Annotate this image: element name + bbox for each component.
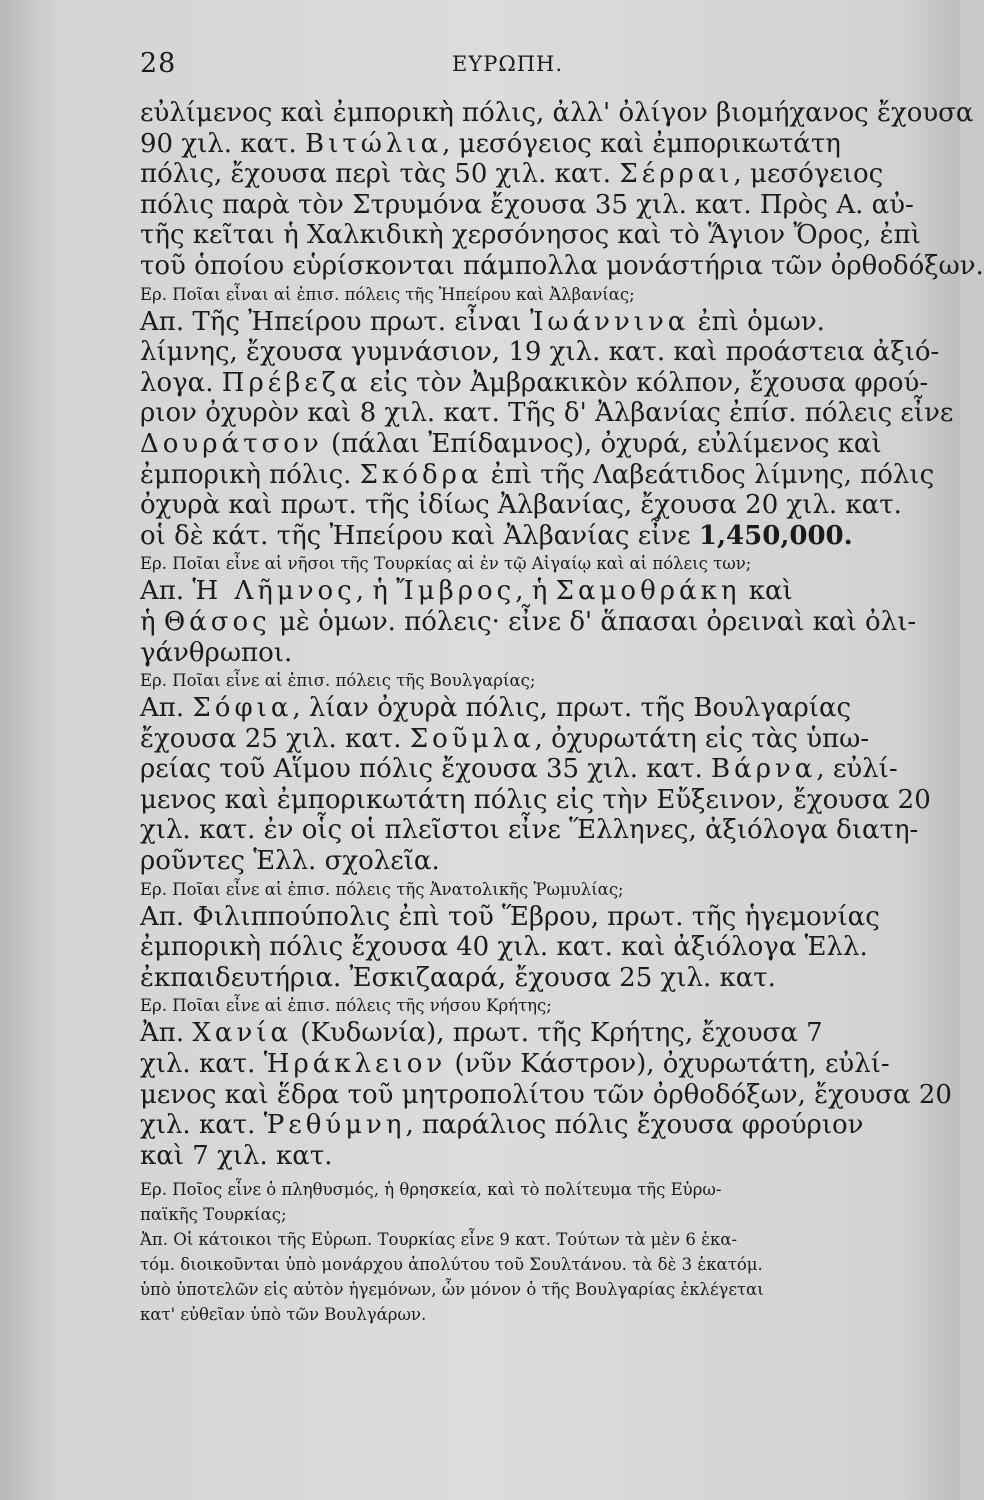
question-line: Ερ. Ποῖος εἶνε ὁ πληθυσμός, ἡ θρησκεία, καὶ τὸ πολίτευμα τῆς Εὐρω- xyxy=(140,1180,722,1200)
question-line: Ερ. Ποῖαι εἶνε αἱ νῆσοι τῆς Τουρκίας αἱ ἐν τῷ Αἰγαίῳ καὶ αἱ πόλεις των; xyxy=(140,554,752,574)
answer-line: μενος καὶ ἕδρα τοῦ μητροπολίτου τῶν ὀρθοδόξων, ἔχουσα 20 xyxy=(140,1079,952,1110)
question-line: Ερ. Ποῖαι εἶναι αἱ ἐπισ. πόλεις τῆς Ἠπείρου καὶ Ἀλβανίας; xyxy=(140,284,635,304)
answer-line: ριον ὀχυρὸν καὶ 8 χιλ. κατ. Τῆς δ' Ἀλβανίας ἐπίσ. πόλεις εἶνε xyxy=(140,398,954,429)
answer-line: λίμνης, ἔχουσα γυμνάσιον, 19 χιλ. κατ. καὶ προάστεια ἀξιό- xyxy=(140,337,940,368)
answer-line: ρείας τοῦ Αἵμου πόλις ἔχουσα 35 χιλ. κατ. Βάρνα, εὐλί- xyxy=(140,754,898,785)
place-name: Σέρραι xyxy=(619,159,734,190)
answer-line: χιλ. κατ. Ῥεθύμνη, παράλιος πόλις ἔχουσα φρούριον xyxy=(140,1110,864,1141)
place-name: Θάσος xyxy=(163,606,271,637)
answer-line: καὶ 7 χιλ. κατ. xyxy=(140,1140,333,1171)
text-line: 90 χιλ. κατ. Βιτώλια, μεσόγειος καὶ ἐμπορικωτάτη xyxy=(140,128,841,159)
small-answer-line: Ἀπ. Οἱ κάτοικοι τῆς Εὐρωπ. Τουρκίας εἶνε 9 κατ. Τούτων τὰ μὲν 6 ἑκα- xyxy=(140,1230,738,1250)
small-answer-line: κατ' εὐθεῖαν ὑπὸ τῶν Βουλγάρων. xyxy=(140,1305,427,1325)
answer-line: λογα. Πρέβεζα εἰς τὸν Ἀμβρακικὸν κόλπον, ἔχουσα φρού- xyxy=(140,367,929,398)
answer-line: ροῦντες Ἑλλ. σχολεῖα. xyxy=(140,846,440,877)
question-line: Ερ. Ποῖαι εἶνε αἱ ἐπισ. πόλεις τῆς νήσου Κρήτης; xyxy=(140,996,552,1016)
place-name: Χανία xyxy=(192,1018,293,1049)
population-figure: 1,450,000. xyxy=(698,520,853,551)
answer-line: Απ. Φιλιππούπολις ἐπὶ τοῦ Ἕβρου, πρωτ. τῆς ἡγεμονίας xyxy=(140,901,880,932)
answer-line: ἡ Θάσος μὲ ὁμων. πόλεις· εἶνε δ' ἅπασαι ὀρειναὶ καὶ ὀλι- xyxy=(140,606,917,637)
answer-line: ἐκπαιδευτήρια. Ἐσκιζααρά, ἔχουσα 25 χιλ. κατ. xyxy=(140,962,776,993)
answer-line: ἔχουσα 25 χιλ. κατ. Σοῦμλα, ὀχυρωτάτη εἰς τὰς ὑπω- xyxy=(140,723,870,754)
text-line: εὐλίμενος καὶ ἐμπορικὴ πόλις, ἀλλ' ὀλίγον βιομήχανος ἔχουσα xyxy=(140,98,974,128)
place-name: Σόφια xyxy=(192,693,293,724)
running-head xyxy=(140,48,880,88)
answer-line: μενος καὶ ἐμπορικωτάτη πόλις εἰς τὴν Εὔξεινον, ἔχουσα 20 xyxy=(140,784,931,815)
answer-line: χιλ. κατ. Ἡράκλειον (νῦν Κάστρον), ὀχυρωτάτη, εὐλί- xyxy=(140,1049,890,1080)
answer-line: ὀχυρὰ καὶ πρωτ. τῆς ἰδίως Ἀλβανίας, ἔχουσα 20 χιλ. κατ. xyxy=(140,490,902,521)
place-name: Ἴμβρος xyxy=(396,576,516,607)
place-name: Σαμοθράκη xyxy=(555,576,741,607)
small-answer-line: τόμ. διοικοῦνται ὑπὸ μονάρχου ἀπολύτου τοῦ Σουλτάνου. τὰ δὲ 3 ἑκατόμ. xyxy=(140,1255,763,1275)
text-line: τῆς κεῖται ἡ Χαλκιδικὴ χερσόνησος καὶ τὸ Ἅγιον Ὄρος, ἐπὶ xyxy=(140,220,921,251)
place-name: Πρέβεζα xyxy=(221,367,362,398)
question-line: παϊκῆς Τουρκίας; xyxy=(140,1205,287,1225)
question-line: Ερ. Ποῖαι εἶνε αἱ ἐπισ. πόλεις τῆς Ἀνατολικῆς Ῥωμυλίας; xyxy=(140,879,624,899)
place-name: Ἡ Λῆμνος xyxy=(192,576,356,607)
place-name: Ῥεθύμνη xyxy=(263,1110,406,1141)
answer-line: Απ. Ἡ Λῆμνος, ἡ Ἴμβρος, ἡ Σαμοθράκη καὶ xyxy=(140,576,793,607)
place-name: Δουράτσον xyxy=(140,428,323,459)
text-block xyxy=(140,98,984,1327)
place-name: Σκόδρα xyxy=(359,459,483,490)
answer-line: Απ. Σόφια, λίαν ὀχυρὰ πόλις, πρωτ. τῆς Βουλγαρίας xyxy=(140,693,852,724)
place-name: Ἰωάννινα xyxy=(529,306,690,337)
small-answer-line: ὑπὸ ὑποτελῶν εἰς αὐτὸν ἡγεμόνων, ὧν μόνον ὁ τῆς Βουλγαρίας ἐκλέγεται xyxy=(140,1280,764,1300)
answer-line: Απ. Τῆς Ἠπείρου πρωτ. εἶναι Ἰωάννινα ἐπὶ ὁμων. xyxy=(140,306,825,337)
text-line: τοῦ ὁποίου εὑρίσκονται πάμπολλα μονάστήρια τῶν ὀρθοδόξων. xyxy=(140,250,984,281)
answer-line: χιλ. κατ. ἐν οἷς οἱ πλεῖστοι εἶνε Ἕλληνες, ἀξιόλογα διατη- xyxy=(140,815,919,846)
answer-line: γάνθρωποι. xyxy=(140,637,293,668)
answer-line: ἐμπορικὴ πόλις ἔχουσα 40 χιλ. κατ. καὶ ἀξιόλογα Ἑλλ. xyxy=(140,932,868,963)
place-name: Βάρνα xyxy=(711,754,817,785)
place-name: Βιτώλια xyxy=(305,128,443,159)
answer-line: Δουράτσον (πάλαι Ἐπίδαμνος), ὀχυρά, εὐλίμενος καὶ xyxy=(140,428,882,459)
answer-line: ἐμπορικὴ πόλις. Σκόδρα ἐπὶ τῆς Λαβεάτιδος λίμνης, πόλις xyxy=(140,459,935,490)
answer-line: οἱ δὲ κάτ. τῆς Ἠπείρου καὶ Ἀλβανίας εἶνε 1,450,000. xyxy=(140,520,853,551)
text-line: πόλις παρὰ τὸν Στρυμόνα ἔχουσα 35 χιλ. κατ. Πρὸς Α. αὐ- xyxy=(140,189,914,220)
text-line: πόλις, ἔχουσα περὶ τὰς 50 χιλ. κατ. Σέρραι, μεσόγειος xyxy=(140,159,884,190)
place-name: Ἡράκλειον xyxy=(263,1049,447,1080)
question-line: Ερ. Ποῖαι εἶνε αἱ ἐπισ. πόλεις τῆς Βουλγαρίας; xyxy=(140,671,536,691)
page-number: 28 xyxy=(140,48,177,79)
running-title: ΕΥΡΩΠΗ. xyxy=(452,52,564,76)
answer-line: Ἀπ. Χανία (Κυδωνία), πρωτ. τῆς Κρήτης, ἔχουσα 7 xyxy=(140,1018,823,1049)
place-name: Σοῦμλα xyxy=(409,723,535,754)
